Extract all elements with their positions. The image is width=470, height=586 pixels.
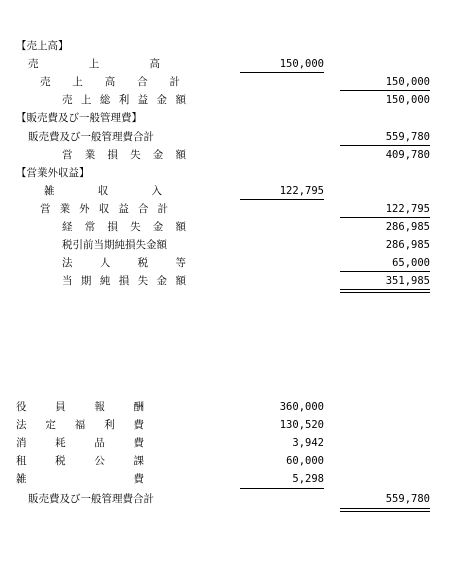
sga-item-label: 消 耗 品 費 (16, 437, 144, 449)
sga-item-label: 雑 費 (16, 473, 144, 485)
sga-item-label: 法 定 福 利 費 (16, 419, 144, 431)
tax-value: 65,000 (392, 257, 430, 269)
sga-item-label: 役 員 報 酬 (16, 401, 144, 413)
net-loss-label: 当 期 純 損 失 金 額 (62, 275, 186, 287)
gross-profit-label: 売 上 総 利 益 金 額 (62, 94, 186, 106)
nonop-total-label: 営 業 外 収 益 合 計 (40, 203, 168, 215)
section-sales-header: 【売上高】 (16, 40, 69, 52)
operating-loss-value: 409,780 (385, 149, 430, 161)
sga-items-underline (240, 488, 324, 489)
tax-label: 法 人 税 等 (62, 257, 186, 269)
operating-loss-label: 営 業 損 失 金 額 (62, 149, 186, 161)
tax-underline (340, 271, 430, 272)
misc-income-label: 雑 収 入 (44, 185, 162, 197)
ordinary-loss-label: 経 常 損 失 金 額 (62, 221, 186, 233)
sga-total-label: 販売費及び一般管理費合計 (28, 131, 154, 143)
sales-value: 150,000 (279, 58, 324, 70)
section-sga-header: 【販売費及び一般管理費】 (16, 112, 142, 124)
misc-income-underline (240, 199, 324, 200)
section-nonop-header: 【営業外収益】 (16, 167, 90, 179)
nonop-total-value: 122,795 (385, 203, 430, 215)
sga-item-value: 130,520 (279, 419, 324, 431)
nonop-total-underline (340, 217, 430, 218)
sga-item-value: 360,000 (279, 401, 324, 413)
pretax-loss-label: 税引前当期純損失金額 (62, 239, 167, 251)
sga-breakdown-total-value: 559,780 (385, 493, 430, 505)
sga-item-value: 60,000 (286, 455, 324, 467)
sga-item-value: 5,298 (292, 473, 324, 485)
pretax-loss-value: 286,985 (385, 239, 430, 251)
ordinary-loss-value: 286,985 (385, 221, 430, 233)
sga-breakdown-total-label: 販売費及び一般管理費合計 (28, 493, 154, 505)
sales-total-label: 売 上 高 合 計 (40, 76, 180, 88)
net-loss-double-underline-2 (340, 292, 430, 293)
sga-item-label: 租 税 公 課 (16, 455, 144, 467)
sga-item-value: 3,942 (292, 437, 324, 449)
sga-total-double-underline-2 (340, 511, 430, 512)
sales-label: 売 上 高 (28, 58, 160, 70)
sales-total-value: 150,000 (385, 76, 430, 88)
sales-underline (240, 72, 324, 73)
sga-total-double-underline-1 (340, 508, 430, 509)
sga-total-underline (340, 145, 430, 146)
sales-total-underline (340, 90, 430, 91)
misc-income-value: 122,795 (279, 185, 324, 197)
sga-total-value: 559,780 (385, 131, 430, 143)
net-loss-double-underline-1 (340, 289, 430, 290)
net-loss-value: 351,985 (385, 275, 430, 287)
gross-profit-value: 150,000 (385, 94, 430, 106)
